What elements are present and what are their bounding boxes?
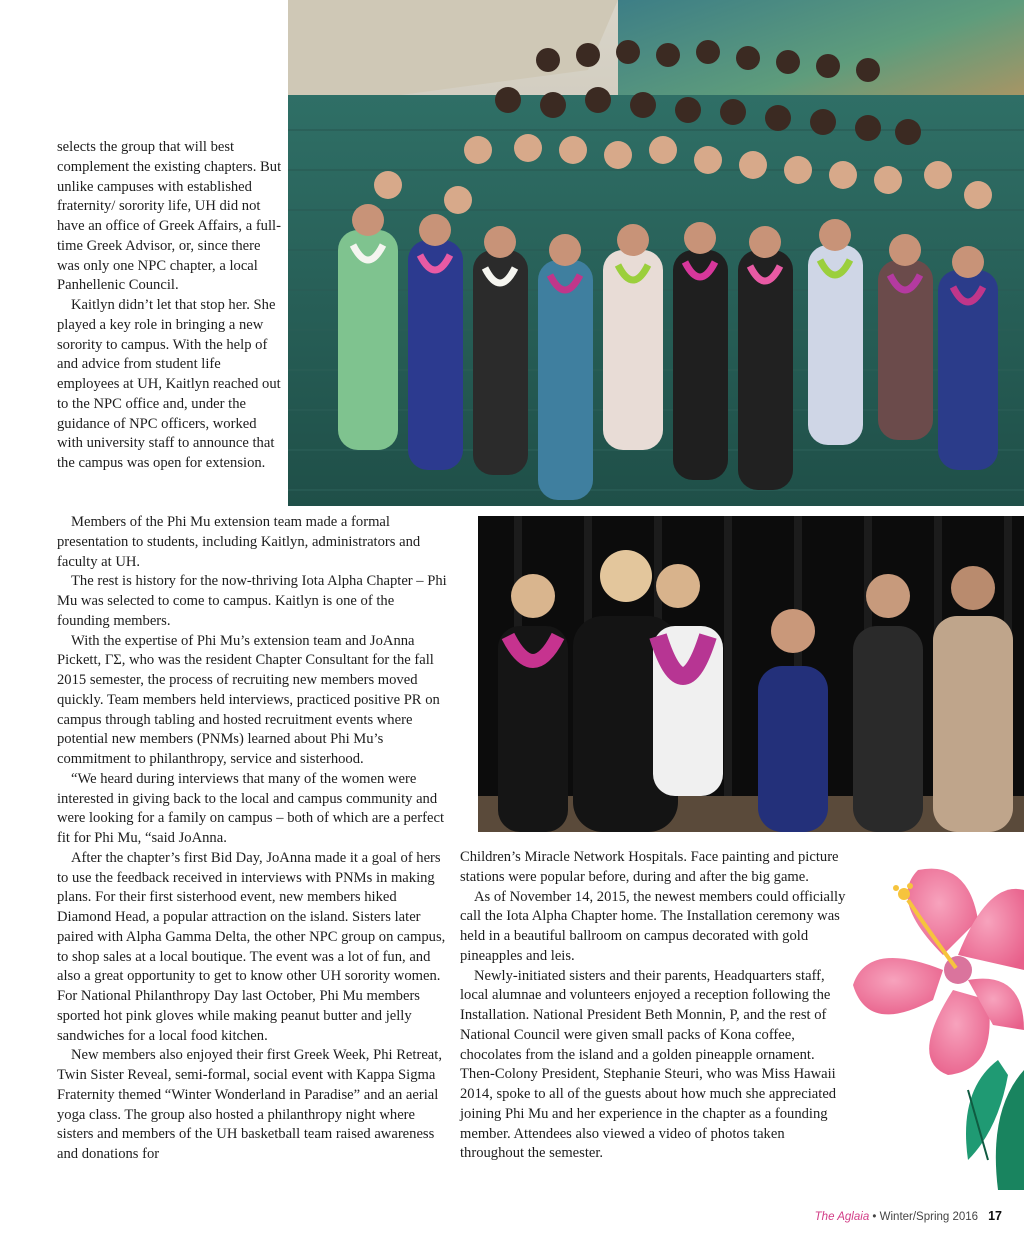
paragraph: “We heard during interviews that many of the women were interested in giving back to the local and campus community and were looking for a family on campus – both of which are a perfect fit for Phi Mu, “said JoAnna. <box>57 770 444 846</box>
page-number: 17 <box>988 1209 1002 1223</box>
article-column-top <box>57 138 282 474</box>
paragraph: selects the group that will best complement the existing chapters. But unlike campuses with established fraternity/ sorority life, UH did not have an office of Greek Affairs, a full-time Greek Advisor, or, since there was only one NPC chapter, a local Panhellenic Council. <box>57 139 282 294</box>
paragraph: The rest is history for the now-thriving Iota Alpha Chapter – Phi Mu was selected to come to campus. Kaitlyn is one of the founding members. <box>57 573 447 629</box>
paragraph: Newly-initiated sisters and their parents, Headquarters staff, local alumnae and volunteers enjoyed a reception following the Installation. National President Beth Monnin, P, and the rest of National Council were given small packs of Kona coffee, chocolates from the island and a golden pineapple ornament. Then-Colony President, Stephanie Steuri, who was Miss Hawaii 2014, spoke to all of the guests about how much she appreciated joining Phi Mu and her experience in the chapter as a founding member. Attendees also viewed a video of photos taken throughout the semester. <box>460 967 837 1162</box>
page-footer <box>815 1209 1002 1227</box>
paragraph: After the chapter’s first Bid Day, JoAnna made it a goal of hers to use the feedback received in interviews with PNMs in making plans. For their first sisterhood event, new members hiked Diamond Head, a popular attraction on the island. Sisters later paired with Alpha Gamma Delta, the other NPC group on campus, to shop sales at a local boutique. The event was a lot of fun, and also a great opportunity to get to know other UH sorority women. For National Philanthropy Day last October, Phi Mu members sported hot pink gloves while making peanut butter and jelly sandwiches for a local food kitchen. <box>57 849 446 1044</box>
article-column-right <box>460 848 852 1164</box>
issue-label: Winter/Spring 2016 <box>879 1211 979 1223</box>
group-photo <box>288 0 1024 506</box>
magazine-title: The Aglaia <box>814 1211 870 1223</box>
paragraph: New members also enjoyed their first Greek Week, Phi Retreat, Twin Sister Reveal, semi-formal, social event with Kappa Sigma Fraternity themed “Winter Wonderland in Paradise” and an aerial yoga class. The group also hosted a philanthropy night where sisters and members of the UH basketball team raised awareness and donations for <box>57 1047 442 1162</box>
ceremony-photo <box>478 516 1024 832</box>
article-column-left <box>57 513 449 1165</box>
paragraph: With the expertise of Phi Mu’s extension team and JoAnna Pickett, ΓΣ, who was the resident Chapter Consultant for the fall 2015 semester, the process of recruiting new members moved quickly. Team members held interviews, practiced positive PR on campus through tabling and hosted recruitment events where potential new members (PNMs) learned about Phi Mu’s commitment to philanthropy, service and sisterhood. <box>57 632 440 767</box>
paragraph: Children’s Miracle Network Hospitals. Face painting and picture stations were popular before, during and after the big game. <box>460 849 839 885</box>
paragraph: Kaitlyn didn’t let that stop her. She played a key role in bringing a new sorority to campus. With the help of and advice from student life employees at UH, Kaitlyn reached out to the NPC office and, under the guidance of NPC officers, worked with university staff to announce that the campus was open for extension. <box>57 297 281 471</box>
paragraph: As of November 14, 2015, the newest members could officially call the Iota Alpha Chapter home. The Installation ceremony was held in a beautiful ballroom on campus decorated with gold pineapples and leis. <box>460 888 846 964</box>
paragraph: Members of the Phi Mu extension team made a formal presentation to students, including Kaitlyn, administrators and faculty at UH. <box>57 514 421 570</box>
hibiscus-flower-icon <box>848 860 1024 1190</box>
footer-separator: • <box>869 1211 880 1223</box>
